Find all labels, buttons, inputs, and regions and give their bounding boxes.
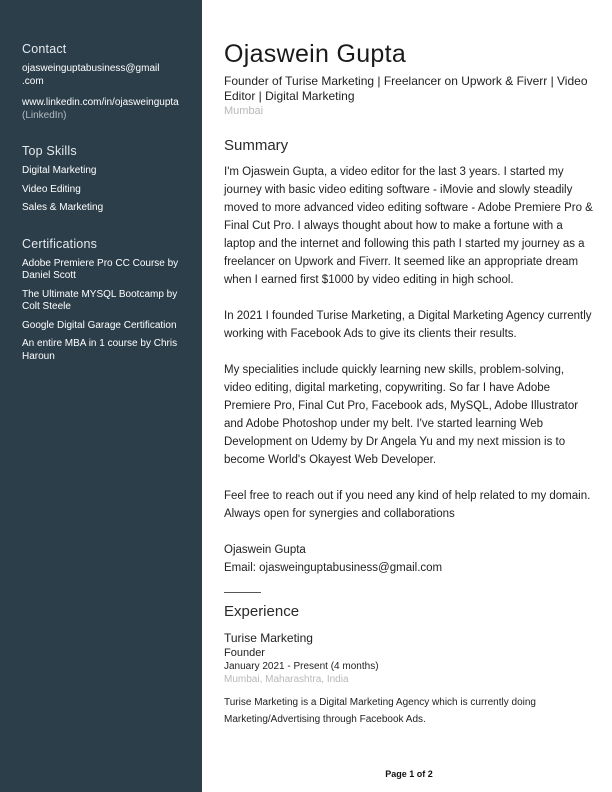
experience-role: Founder	[224, 647, 265, 659]
certifications-heading: Certifications	[22, 236, 98, 251]
skill-item: Sales & Marketing	[22, 202, 104, 213]
page-number: Page 1 of 2	[385, 769, 433, 779]
profile-name: Ojaswein Gupta	[224, 40, 407, 68]
skill-item: Video Editing	[22, 183, 81, 195]
experience-description: Turise Marketing is a Digital Marketing Agency which is currently doing Marketing/Advertising through Facebook Ads.	[224, 697, 536, 725]
signoff-name: Ojaswein Gupta	[224, 544, 306, 556]
email-line-2: .com	[22, 75, 44, 87]
linkedin-link[interactable]	[22, 97, 202, 122]
certifications-section	[22, 237, 202, 364]
certification-item: An entire MBA in 1 course by Chris Haroun	[22, 338, 178, 362]
experience-heading: Experience	[224, 603, 300, 620]
summary-paragraph: My specialities include quickly learning new skills, problem-solving, video editing, digital marketing, copywriting. So far I have Adobe Premiere Pro, Final Cut Pro, Facebook ads, MySQL, Adobe Illustrator and Adobe Photoshop under my belt. I've started learning Web Development on Udemy by Dr Angela Yu and my next mission is to become World's Okayest Web Developer.	[224, 364, 579, 466]
linkedin-label: (LinkedIn)	[22, 109, 67, 121]
contact-section	[22, 42, 202, 122]
summary-paragraph: I'm Ojaswein Gupta, a video editor for the last 3 years. I started my journey with basic video editing software - iMovie and slowly steadily moved to more advanced video editing software - Adobe Premiere Pro & Final Cut Pro. I always thought about how to make a fortune with a laptop and the internet and following this path I started my journey as a freelancer on Upwork and Fiverr. It seemed like an appropriate dream when I earned first $1000 by video editing in high school.	[224, 166, 593, 286]
experience-dates: January 2021 - Present (4 months)	[224, 661, 379, 672]
summary-heading: Summary	[224, 137, 289, 154]
contact-heading: Contact	[22, 42, 67, 56]
skills-heading: Top Skills	[22, 144, 77, 158]
skills-section	[22, 144, 202, 215]
certification-item: The Ultimate MYSQL Bootcamp by Colt Steele	[22, 288, 178, 312]
experience-entry	[224, 631, 594, 728]
linkedin-url: www.linkedin.com/in/ojasweingupta	[22, 97, 179, 108]
certification-item: Adobe Premiere Pro CC Course by Daniel Scott	[22, 257, 179, 281]
email-line-1: ojasweinguptabusiness@gmail	[22, 63, 160, 74]
email-link[interactable]	[22, 63, 202, 88]
summary-paragraph: Feel free to reach out if you need any kind of help related to my domain. Always open for synergies and collaborations	[224, 490, 591, 520]
certification-item: Google Digital Garage Certification	[22, 319, 177, 331]
section-divider	[224, 592, 261, 593]
sidebar	[0, 0, 202, 792]
signoff-email[interactable]: Email: ojasweinguptabusiness@gmail.com	[224, 562, 443, 574]
main-content	[224, 40, 594, 728]
profile-headline: Founder of Turise Marketing | Freelancer on Upwork & Fiverr | Video Editor | Digital Marketing	[224, 74, 588, 103]
skill-item: Digital Marketing	[22, 165, 97, 176]
experience-location: Mumbai, Maharashtra, India	[224, 674, 349, 685]
experience-company: Turise Marketing	[224, 631, 313, 645]
profile-location: Mumbai	[224, 105, 264, 117]
summary-paragraph: In 2021 I founded Turise Marketing, a Digital Marketing Agency currently working with Facebook Ads to give its clients their results.	[224, 310, 592, 340]
